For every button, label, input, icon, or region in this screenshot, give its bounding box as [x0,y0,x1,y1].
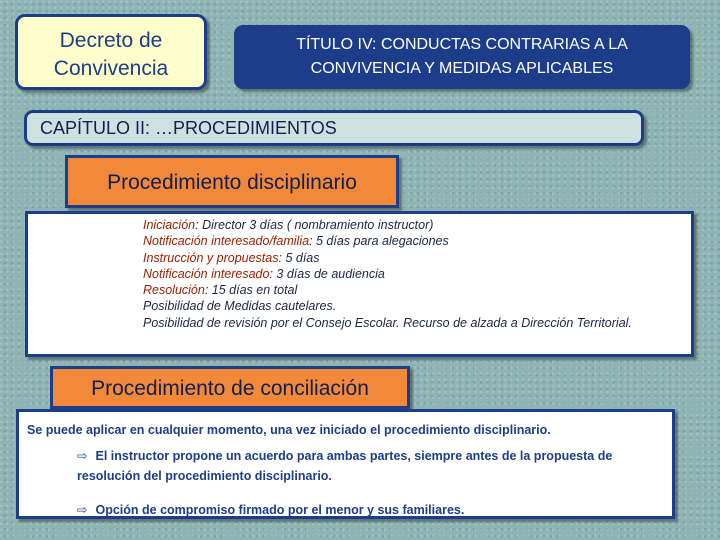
conciliacion-body [16,409,675,519]
decreto-box [15,14,207,90]
list-item: Notificación interesado/familia: 5 días para alegaciones [143,234,449,249]
conciliacion-bullet: ⇨ Opción de compromiso firmado por el menor y sus familiares. [77,503,465,517]
conciliacion-bullet: ⇨ El instructor propone un acuerdo para ambas partes, siempre antes de la propuesta de resolución del procedimiento disciplinario. [77,449,613,483]
list-item: Notificación interesado: 3 días de audiencia [143,266,385,281]
list-item: Resolución: 15 días en total [143,283,298,298]
titulo-line2: CONVIVENCIA Y MEDIDAS APLICABLES [310,60,614,77]
list-item: Posibilidad de Medidas cautelares. [143,299,337,314]
disciplinario-heading: Procedimiento disciplinario [65,155,399,208]
decreto-line1: Decreto de [59,29,163,52]
list-item: Posibilidad de revisión por el Consejo Escolar. Recurso de alzada a Dirección Territorial. [143,315,632,330]
titulo-line1: TÍTULO IV: CONDUCTAS CONTRARIAS A LA [296,36,628,53]
capitulo-bar: CAPÍTULO II: …PROCEDIMIENTOS [24,110,644,146]
hollow-arrow-icon: ⇨ [77,449,88,463]
conciliacion-intro: Se puede aplicar en cualquier momento, una vez iniciado el procedimiento disciplinario. [27,423,551,437]
titulo-banner [234,25,690,89]
list-item: Instrucción y propuestas: 5 días [143,250,320,265]
disciplinario-list [25,211,694,357]
hollow-arrow-icon: ⇨ [77,503,88,517]
conciliacion-heading: Procedimiento de conciliación [50,366,410,409]
list-item: Iniciación: Director 3 días ( nombramiento instructor) [143,218,434,232]
decreto-line2: Convivencia [53,57,169,80]
